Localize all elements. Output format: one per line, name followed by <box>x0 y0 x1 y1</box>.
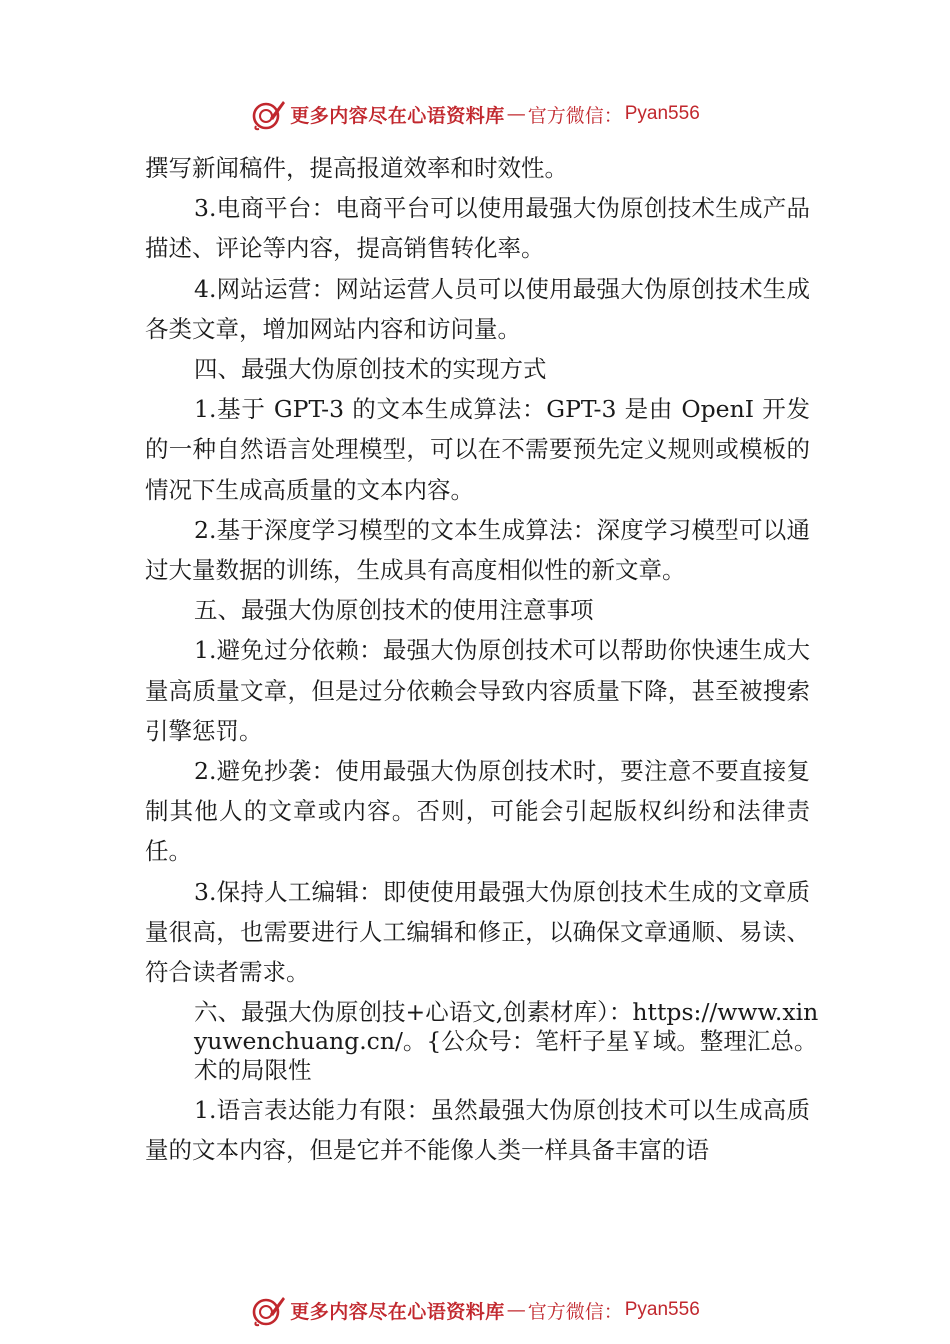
header-contact-id: Pyan556 <box>624 103 700 124</box>
brand-logo-icon <box>250 96 286 132</box>
paragraph-language-ability: 1.语言表达能力有限：虽然最强大伪原创技术可以生成高质量的文本内容，但是它并不能像人类一样具备丰富的语 <box>145 1096 810 1165</box>
paragraph-gpt3: 1.基于 GPT-3 的文本生成算法：GPT-3 是由 OpenI 开发的一种自然语言处理模型，可以在不需要预先定义规则或模板的情况下生成高质量的文本内容。 <box>145 395 810 504</box>
paragraph-continuation: 撰写新闻稿件，提高报道效率和时效性。 <box>145 154 568 182</box>
header-contact-label: 官方微信： <box>527 104 623 127</box>
brand-logo-icon <box>250 1292 286 1328</box>
section-heading-limitations: 六、最强大伪原创技+心语文,创素材库）：https://www.xinyuwenchuang.cn/。{公众号：笔杆子星￥域。整理汇总。术的局限性 <box>194 998 819 1085</box>
paragraph-manual-editing: 3.保持人工编辑：即使使用最强大伪原创技术生成的文章质量很高，也需要进行人工编辑和修正，以确保文章通顺、易读、符合读者需求。 <box>145 877 810 987</box>
header-separator: — <box>506 103 526 125</box>
section-heading-implementation: 四、最强大伪原创技术的实现方式 <box>194 355 547 384</box>
paragraph-website-operation: 4.网站运营：网站运营人员可以使用最强大伪原创技术生成各类文章，增加网站内容和访问量。 <box>145 274 810 343</box>
paragraph-ecommerce: 3.电商平台：电商平台可以使用最强大伪原创技术生成产品描述、评论等内容，提高销售转化率。 <box>145 194 810 263</box>
footer-contact-id: Pyan556 <box>624 1299 700 1320</box>
footer-separator: — <box>506 1299 526 1321</box>
paragraph-deep-learning: 2.基于深度学习模型的文本生成算法：深度学习模型可以通过大量数据的训练，生成具有高度相似性的新文章。 <box>145 515 810 585</box>
document-body <box>145 148 819 1171</box>
paragraph-avoid-plagiarism: 2.避免抄袭：使用最强大伪原创技术时，要注意不要直接复制其他人的文章或内容。否则，可能会引起版权纠纷和法律责任。 <box>145 757 810 866</box>
footer-brand-text: 更多内容尽在心语资料库 <box>290 1300 505 1323</box>
header-brand-text: 更多内容尽在心语资料库 <box>290 104 505 127</box>
section-heading-notes: 五、最强大伪原创技术的使用注意事项 <box>194 596 594 625</box>
footer-contact-label: 官方微信： <box>527 1300 623 1323</box>
footer-banner <box>0 1288 950 1332</box>
header-banner <box>0 92 950 136</box>
paragraph-avoid-dependence: 1.避免过分依赖：最强大伪原创技术可以帮助你快速生成大量高质量文章，但是过分依赖会导致内容质量下降，甚至被搜索引擎惩罚。 <box>145 636 810 745</box>
